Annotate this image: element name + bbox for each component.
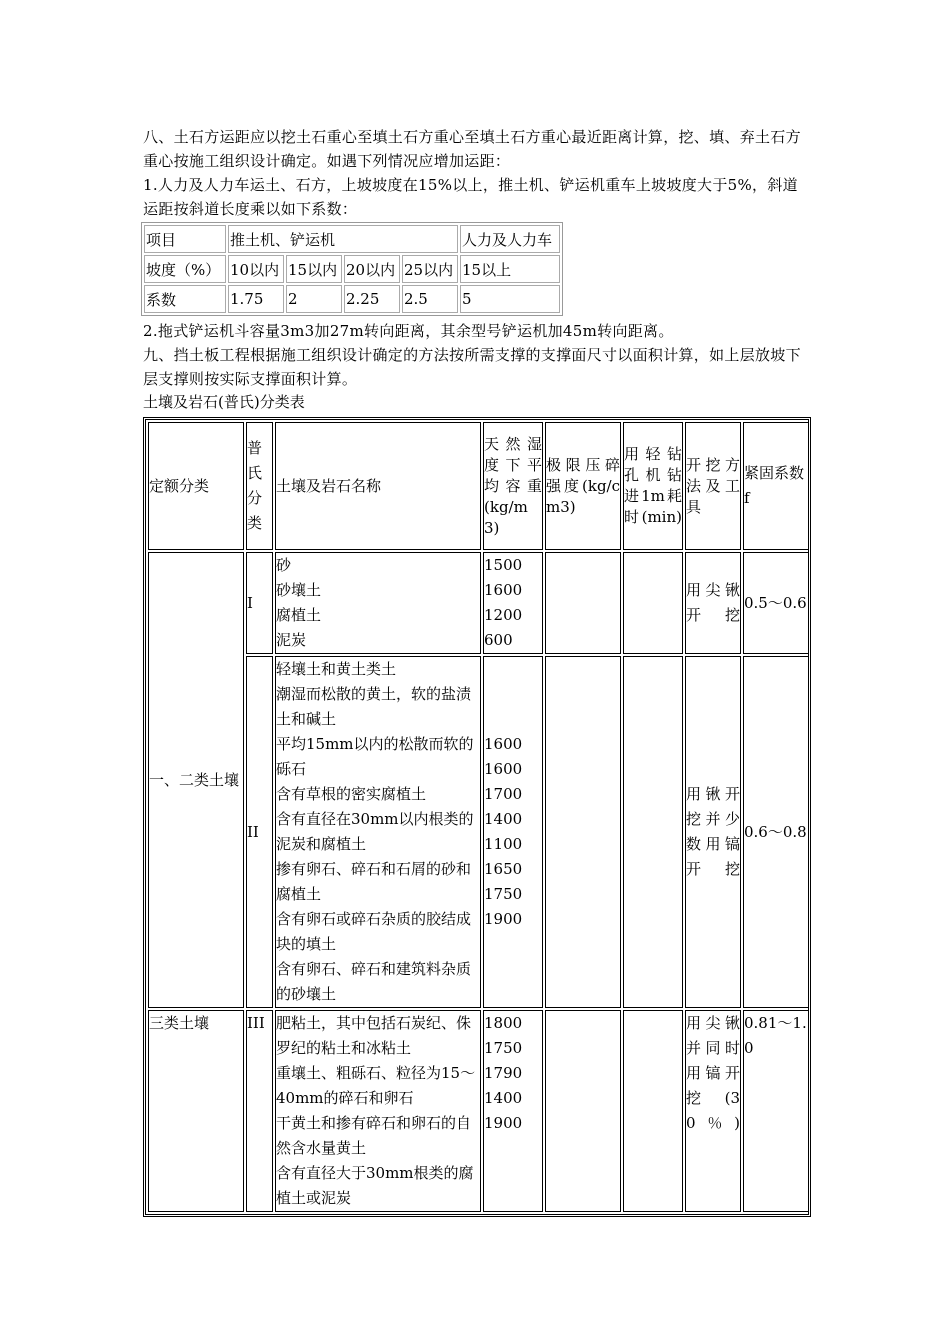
header-density: 天然湿度下平均容重(kg/m3): [483, 422, 543, 550]
name-line: 轻壤土和黄土类土: [276, 660, 397, 678]
name-line: 砂: [276, 556, 292, 574]
density-cell: [483, 656, 543, 1008]
table-cell: 20以内: [344, 255, 400, 283]
density-value: 1600: [484, 760, 523, 778]
name-cell: [275, 552, 481, 654]
table-cell: 坡度（%）: [144, 255, 226, 283]
category-cell: 三类土壤: [148, 1010, 244, 1212]
name-line: 含有卵石或碎石杂质的胶结成块的填土: [276, 910, 472, 953]
density-value: 1400: [484, 810, 523, 828]
pu-class-cell: II: [246, 656, 273, 1008]
name-line: 掺有卵石、碎石和石屑的砂和腐植土: [276, 860, 472, 903]
density-value: 1400: [484, 1089, 523, 1107]
name-cell: [275, 656, 481, 1008]
density-value: 1600: [484, 735, 523, 753]
name-line: 含有直径在30mm以内根类的泥炭和腐植土: [276, 810, 474, 853]
name-line: 重壤土、粗砾石、粒径为15～40mm的碎石和卵石: [276, 1064, 476, 1107]
name-cell: [275, 1010, 481, 1212]
header-category: 定额分类: [148, 422, 244, 550]
name-line: 含有卵石、碎石和建筑料杂质的砂壤土: [276, 960, 472, 1003]
table-row: [144, 285, 560, 313]
name-line: 含有直径大于30mm根类的腐植土或泥炭: [276, 1164, 474, 1207]
pu-class-cell: I: [246, 552, 273, 654]
table-cell: 10以内: [228, 255, 284, 283]
density-value: 1750: [484, 885, 523, 903]
header-strength: 极限压碎强度(kg/cm3): [545, 422, 621, 550]
method-cell: 用尖锹并同时用镐开挖(30％): [685, 1010, 741, 1212]
density-value: 1900: [484, 910, 523, 928]
coefficient-cell: 0.6～0.8: [743, 656, 809, 1008]
density-value: 1750: [484, 1039, 523, 1057]
method-cell: 用锹开挖并少数用镐开挖: [685, 656, 741, 1008]
table-row: [144, 225, 560, 253]
table-row: [148, 656, 809, 1008]
slope-coefficient-table: [141, 222, 563, 316]
header-drill-time: 用轻钻孔机钻进1m耗时(min): [623, 422, 683, 550]
header-cell: 项目: [144, 225, 226, 253]
name-line: 肥粘土，其中包括石炭纪、侏罗纪的粘土和冰粘土: [276, 1014, 472, 1057]
strength-cell: [545, 656, 621, 1008]
name-line: 腐植土: [276, 606, 322, 624]
table-cell: 2: [286, 285, 342, 313]
name-line: 平均15mm以内的松散而软的砾石: [276, 735, 474, 778]
category-cell: 一、二类土壤: [148, 552, 244, 1008]
paragraph-8-1: 1.人力及人力车运土、石方，上坡坡度在15%以上，推土机、铲运机重车上坡坡度大于5%，斜道运距按斜道长度乘以如下系数：: [143, 176, 798, 218]
density-value: 1900: [484, 1114, 523, 1132]
density-value: 1500: [484, 556, 523, 574]
table-cell: 2.5: [402, 285, 458, 313]
drill-time-cell: [623, 656, 683, 1008]
table-row: [148, 552, 809, 654]
paragraph-9: 九、挡土板工程根据施工组织设计确定的方法按所需支撑的支撑面尺寸以面积计算，如上层放坡下层支撑则按实际支撑面积计算。: [143, 346, 801, 388]
pu-class-cell: III: [246, 1010, 273, 1212]
density-value: 1100: [484, 835, 523, 853]
soil-classification-table-frame: [143, 417, 811, 1217]
table-cell: 15以上: [460, 255, 560, 283]
name-line: 含有草根的密实腐植土: [276, 785, 427, 803]
table-cell: 系数: [144, 285, 226, 313]
table-cell: 2.25: [344, 285, 400, 313]
density-value: 1700: [484, 785, 523, 803]
name-line: 干黄土和掺有碎石和卵石的自然含水量黄土: [276, 1114, 472, 1157]
document-page: [143, 125, 811, 1217]
drill-time-cell: [623, 1010, 683, 1212]
table-cell: 1.75: [228, 285, 284, 313]
table-cell: 5: [460, 285, 560, 313]
header-name: 土壤及岩石名称: [275, 422, 481, 550]
table-cell: 25以内: [402, 255, 458, 283]
paragraph-8-2: 2.拖式铲运机斗容量3m3加27m转向距离，其余型号铲运机加45m转向距离。: [143, 322, 674, 340]
coefficient-cell: 0.5～0.6: [743, 552, 809, 654]
method-cell: 用尖锹开挖: [685, 552, 741, 654]
header-method: 开挖方法及工具: [685, 422, 741, 550]
density-cell: [483, 552, 543, 654]
density-value: 1800: [484, 1014, 523, 1032]
header-cell: 人力及人力车: [460, 225, 560, 253]
header-pu-class: 普氏分类: [246, 422, 273, 550]
density-value: 1200: [484, 606, 523, 624]
name-line: 潮湿而松散的黄土，软的盐渍土和碱土: [276, 685, 472, 728]
table-row: [144, 255, 560, 283]
drill-time-cell: [623, 552, 683, 654]
header-cell: 推土机、铲运机: [228, 225, 458, 253]
table-row: [148, 1010, 809, 1212]
paragraph-8: 八、土石方运距应以挖土石重心至填土石方重心至填土石方重心最近距离计算，挖、填、弃土石方重心按施工组织设计确定。如遇下列情况应增加运距：: [143, 128, 801, 170]
density-value: 1650: [484, 860, 523, 878]
strength-cell: [545, 552, 621, 654]
name-line: 泥炭: [276, 631, 307, 649]
table-caption: 土壤及岩石(普氏)分类表: [143, 393, 305, 411]
density-cell: [483, 1010, 543, 1212]
header-coefficient: 紧固系数f: [743, 422, 809, 550]
density-value: 1790: [484, 1064, 523, 1082]
table-header-row: [148, 422, 809, 550]
density-value: 1600: [484, 581, 523, 599]
soil-classification-table: [146, 420, 811, 1214]
table-cell: 15以内: [286, 255, 342, 283]
name-line: 砂壤土: [276, 581, 322, 599]
strength-cell: [545, 1010, 621, 1212]
coefficient-cell: 0.81～1.0: [743, 1010, 809, 1212]
density-value: 600: [484, 631, 513, 649]
